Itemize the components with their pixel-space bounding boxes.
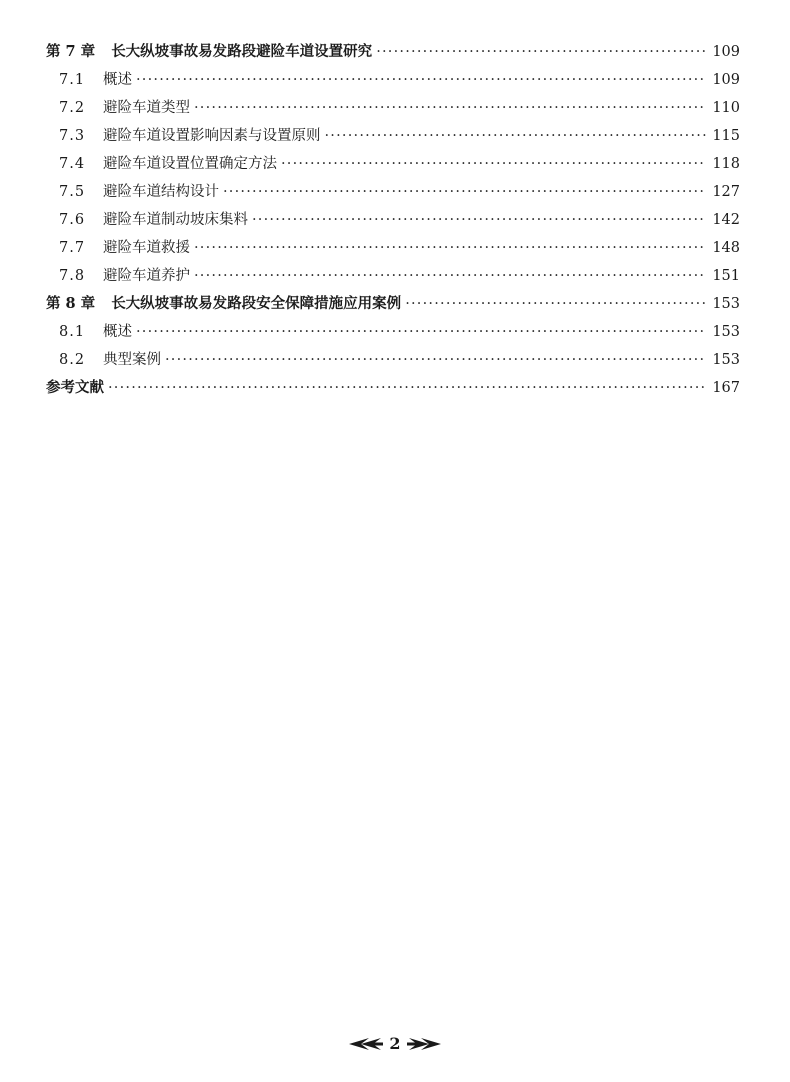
toc-entry-title: 概述 <box>103 324 132 340</box>
toc-entry-references[interactable] <box>46 376 740 404</box>
dot-leader <box>223 184 706 200</box>
toc-entry-section-7-4[interactable] <box>46 152 740 180</box>
dot-leader <box>281 156 706 172</box>
dot-leader <box>194 268 706 284</box>
toc-entry-section-7-6[interactable] <box>46 208 740 236</box>
toc-entry-number: 7.2 <box>59 100 86 116</box>
toc-entry-page: 110 <box>712 100 740 116</box>
dot-leader <box>136 324 706 340</box>
toc-entry-title: 避险车道养护 <box>103 268 190 284</box>
dot-leader <box>136 72 706 88</box>
toc-entry-number: 7.6 <box>59 212 86 228</box>
toc-entry-title: 避险车道制动坡床集料 <box>103 212 248 228</box>
toc-entry-section-7-3[interactable] <box>46 124 740 152</box>
toc-entry-title: 避险车道类型 <box>103 100 190 116</box>
toc-entry-page: 142 <box>712 212 740 228</box>
toc-entry-number: 7.1 <box>59 72 86 88</box>
toc-entry-number: 第 7 章 <box>46 43 96 60</box>
toc-entry-page: 148 <box>712 240 740 256</box>
toc-entry-title: 参考文献 <box>46 379 104 396</box>
toc-entry-page: 153 <box>712 352 740 368</box>
toc-entry-page: 127 <box>712 184 740 200</box>
toc-entry-page: 153 <box>712 324 740 340</box>
toc-entry-title: 长大纵坡事故易发路段避险车道设置研究 <box>111 43 373 60</box>
toc-entry-title: 典型案例 <box>103 352 161 368</box>
toc-entry-number: 7.4 <box>59 156 86 172</box>
toc-entry-title: 概述 <box>103 72 132 88</box>
toc-entry-section-7-2[interactable] <box>46 96 740 124</box>
dot-leader <box>194 100 706 116</box>
dot-leader <box>376 44 706 60</box>
toc-entry-section-7-1[interactable] <box>46 68 740 96</box>
dot-leader <box>165 352 706 368</box>
toc-entry-number: 7.8 <box>59 268 86 284</box>
toc-entry-number: 8.2 <box>59 352 86 368</box>
double-chevron-right-icon <box>407 1037 441 1051</box>
toc-entry-page: 151 <box>712 268 740 284</box>
double-chevron-left-icon <box>349 1037 383 1051</box>
toc-entry-chapter-8[interactable] <box>46 292 740 320</box>
toc-entry-title: 避险车道救援 <box>103 240 190 256</box>
dot-leader <box>108 380 706 396</box>
toc-entry-section-8-2[interactable] <box>46 348 740 376</box>
dot-leader <box>252 212 706 228</box>
toc-entry-number: 8.1 <box>59 324 86 340</box>
toc-entry-chapter-7[interactable] <box>46 40 740 68</box>
toc-entry-page: 115 <box>712 128 740 144</box>
toc-entry-page: 118 <box>712 156 740 172</box>
toc-entry-page: 167 <box>712 380 740 396</box>
toc-entry-page: 109 <box>712 72 740 88</box>
toc-entry-title: 长大纵坡事故易发路段安全保障措施应用案例 <box>111 295 402 312</box>
dot-leader <box>194 240 706 256</box>
dot-leader <box>325 128 707 144</box>
toc-entry-section-7-8[interactable] <box>46 264 740 292</box>
toc-entry-title: 避险车道设置影响因素与设置原则 <box>103 128 321 144</box>
page-number: 2 <box>389 1034 401 1053</box>
toc-entry-number: 7.7 <box>59 240 86 256</box>
toc-entry-page: 153 <box>712 296 740 312</box>
toc-entry-section-8-1[interactable] <box>46 320 740 348</box>
toc-entry-number: 第 8 章 <box>46 295 96 312</box>
page-footer <box>0 1034 790 1053</box>
toc-entry-page: 109 <box>712 44 740 60</box>
toc-entry-title: 避险车道设置位置确定方法 <box>103 156 277 172</box>
toc-entry-title: 避险车道结构设计 <box>103 184 219 200</box>
dot-leader <box>405 296 706 312</box>
table-of-contents <box>46 40 740 404</box>
toc-entry-section-7-5[interactable] <box>46 180 740 208</box>
toc-entry-section-7-7[interactable] <box>46 236 740 264</box>
toc-entry-number: 7.5 <box>59 184 86 200</box>
toc-entry-number: 7.3 <box>59 128 86 144</box>
